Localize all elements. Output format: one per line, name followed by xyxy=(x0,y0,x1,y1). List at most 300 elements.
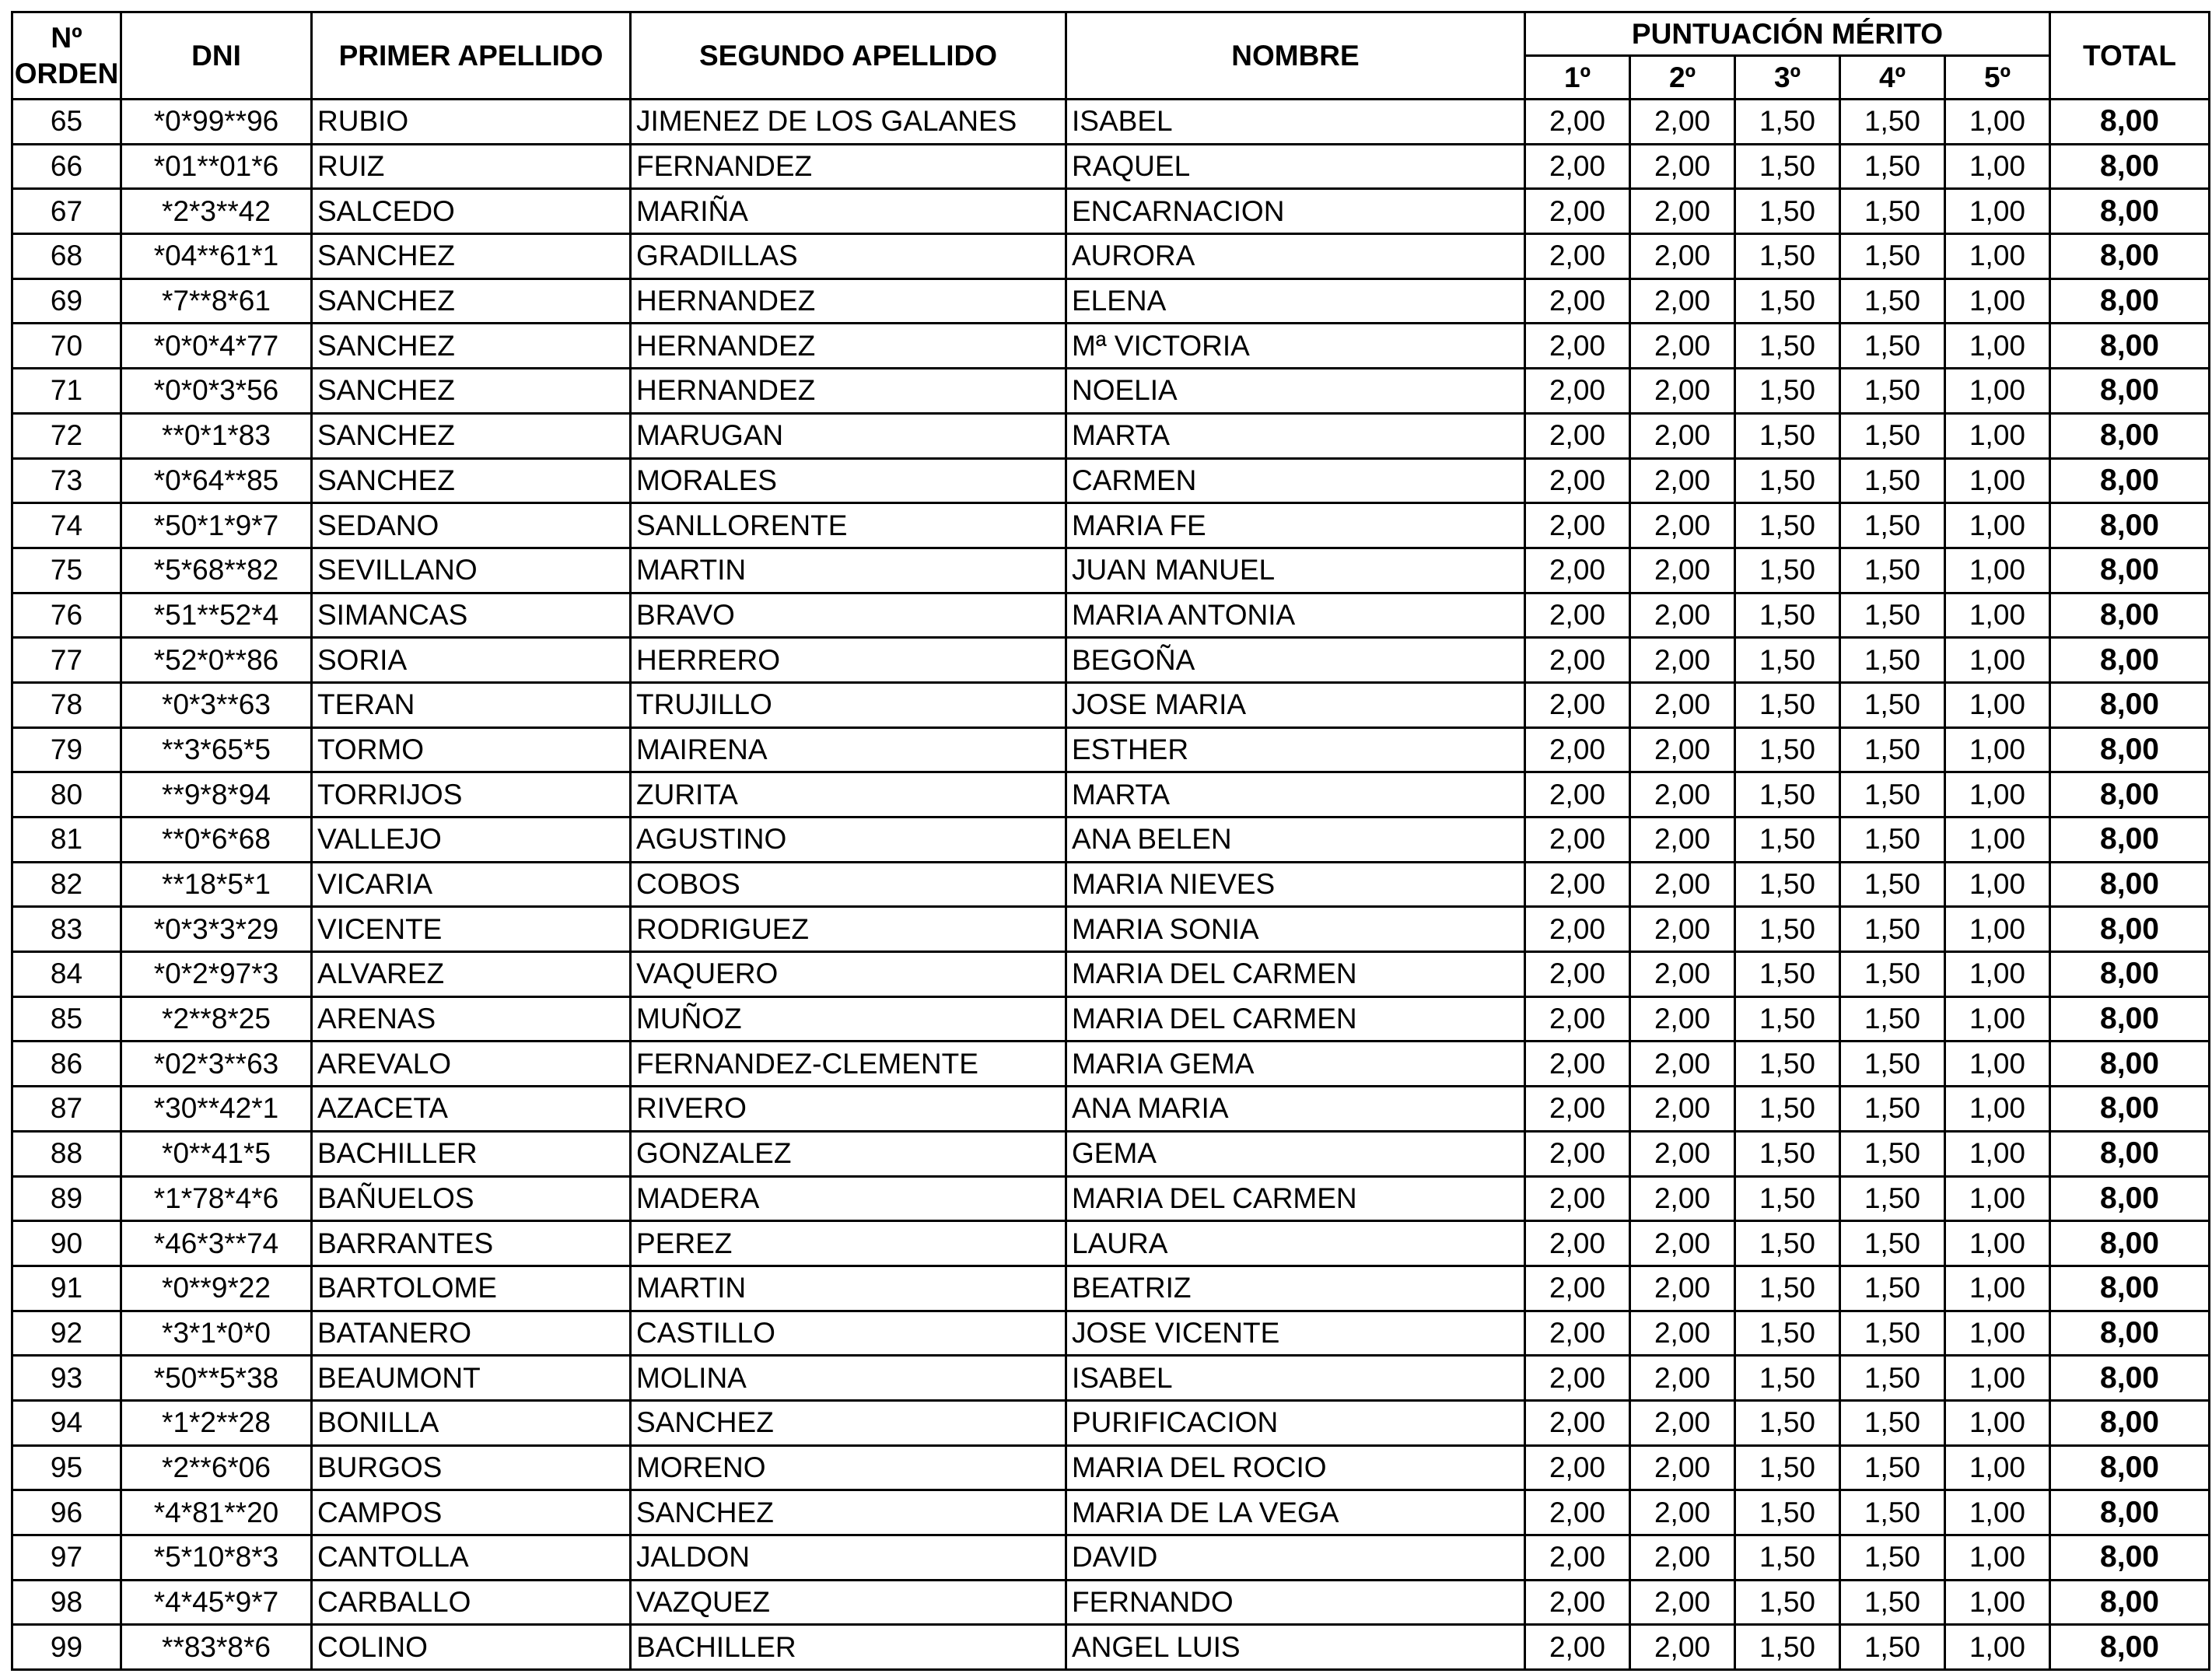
cell-merit-5: 1,00 xyxy=(1945,1490,2050,1535)
cell-dni: *01**01*6 xyxy=(121,144,312,189)
cell-orden: 83 xyxy=(12,907,121,952)
cell-merit-1: 2,00 xyxy=(1525,189,1630,234)
cell-merit-1: 2,00 xyxy=(1525,1445,1630,1490)
cell-primer-apellido: BARRANTES xyxy=(312,1221,631,1266)
table-row xyxy=(12,278,2210,324)
table-row xyxy=(12,1445,2210,1490)
cell-merit-2: 2,00 xyxy=(1630,817,1735,863)
cell-segundo-apellido: MARIÑA xyxy=(631,189,1066,234)
cell-merit-4: 1,50 xyxy=(1840,996,1945,1042)
cell-merit-2: 2,00 xyxy=(1630,1625,1735,1670)
cell-segundo-apellido: CASTILLO xyxy=(631,1311,1066,1356)
cell-segundo-apellido: VAQUERO xyxy=(631,952,1066,997)
header-merit-5: 5º xyxy=(1945,56,2050,100)
cell-total: 8,00 xyxy=(2050,1221,2210,1266)
cell-total: 8,00 xyxy=(2050,817,2210,863)
cell-dni: **9*8*94 xyxy=(121,772,312,817)
cell-dni: *0**41*5 xyxy=(121,1131,312,1176)
cell-merit-4: 1,50 xyxy=(1840,817,1945,863)
cell-merit-5: 1,00 xyxy=(1945,1311,2050,1356)
cell-merit-2: 2,00 xyxy=(1630,1221,1735,1266)
cell-nombre: MARIA FE xyxy=(1066,503,1525,548)
cell-nombre: ANA MARIA xyxy=(1066,1087,1525,1132)
cell-merit-3: 1,50 xyxy=(1735,144,1840,189)
cell-merit-4: 1,50 xyxy=(1840,1356,1945,1401)
cell-merit-3: 1,50 xyxy=(1735,638,1840,683)
cell-merit-1: 2,00 xyxy=(1525,638,1630,683)
cell-merit-3: 1,50 xyxy=(1735,1400,1840,1445)
cell-merit-3: 1,50 xyxy=(1735,862,1840,907)
cell-merit-4: 1,50 xyxy=(1840,1176,1945,1221)
cell-segundo-apellido: MOLINA xyxy=(631,1356,1066,1401)
cell-segundo-apellido: MARUGAN xyxy=(631,413,1066,458)
cell-orden: 92 xyxy=(12,1311,121,1356)
cell-orden: 98 xyxy=(12,1580,121,1625)
cell-merit-4: 1,50 xyxy=(1840,1266,1945,1311)
cell-merit-5: 1,00 xyxy=(1945,952,2050,997)
cell-merit-2: 2,00 xyxy=(1630,1042,1735,1087)
cell-segundo-apellido: SANCHEZ xyxy=(631,1490,1066,1535)
cell-merit-3: 1,50 xyxy=(1735,369,1840,414)
header-orden xyxy=(12,12,121,100)
cell-merit-1: 2,00 xyxy=(1525,369,1630,414)
cell-primer-apellido: AREVALO xyxy=(312,1042,631,1087)
cell-primer-apellido: ALVAREZ xyxy=(312,952,631,997)
cell-merit-1: 2,00 xyxy=(1525,503,1630,548)
cell-merit-5: 1,00 xyxy=(1945,548,2050,593)
cell-merit-3: 1,50 xyxy=(1735,593,1840,638)
cell-nombre: BEGOÑA xyxy=(1066,638,1525,683)
cell-primer-apellido: VICENTE xyxy=(312,907,631,952)
cell-dni: *5*10*8*3 xyxy=(121,1535,312,1581)
cell-merit-4: 1,50 xyxy=(1840,907,1945,952)
cell-dni: **0*1*83 xyxy=(121,413,312,458)
cell-dni: *0*99**96 xyxy=(121,100,312,145)
cell-nombre: GEMA xyxy=(1066,1131,1525,1176)
cell-segundo-apellido: MARTIN xyxy=(631,1266,1066,1311)
cell-merit-4: 1,50 xyxy=(1840,682,1945,727)
cell-merit-4: 1,50 xyxy=(1840,503,1945,548)
cell-orden: 84 xyxy=(12,952,121,997)
header-merit-1: 1º xyxy=(1525,56,1630,100)
cell-merit-3: 1,50 xyxy=(1735,1625,1840,1670)
cell-dni: *4*81**20 xyxy=(121,1490,312,1535)
cell-merit-2: 2,00 xyxy=(1630,100,1735,145)
cell-segundo-apellido: COBOS xyxy=(631,862,1066,907)
cell-total: 8,00 xyxy=(2050,1266,2210,1311)
cell-primer-apellido: BACHILLER xyxy=(312,1131,631,1176)
header-total: TOTAL xyxy=(2050,12,2210,100)
cell-orden: 69 xyxy=(12,278,121,324)
cell-merit-2: 2,00 xyxy=(1630,1490,1735,1535)
cell-merit-5: 1,00 xyxy=(1945,324,2050,369)
cell-merit-1: 2,00 xyxy=(1525,100,1630,145)
cell-primer-apellido: VICARIA xyxy=(312,862,631,907)
cell-segundo-apellido: RIVERO xyxy=(631,1087,1066,1132)
cell-orden: 97 xyxy=(12,1535,121,1581)
table-row xyxy=(12,1087,2210,1132)
cell-total: 8,00 xyxy=(2050,369,2210,414)
cell-primer-apellido: BARTOLOME xyxy=(312,1266,631,1311)
table-body xyxy=(12,100,2210,1670)
cell-primer-apellido: CAMPOS xyxy=(312,1490,631,1535)
table-row xyxy=(12,593,2210,638)
cell-merit-3: 1,50 xyxy=(1735,1311,1840,1356)
cell-segundo-apellido: HERNANDEZ xyxy=(631,324,1066,369)
cell-merit-1: 2,00 xyxy=(1525,952,1630,997)
cell-merit-2: 2,00 xyxy=(1630,458,1735,503)
cell-nombre: MARIA GEMA xyxy=(1066,1042,1525,1087)
header-primer-apellido: PRIMER APELLIDO xyxy=(312,12,631,100)
cell-total: 8,00 xyxy=(2050,638,2210,683)
cell-merit-3: 1,50 xyxy=(1735,1042,1840,1087)
cell-nombre: DAVID xyxy=(1066,1535,1525,1581)
header-puntuacion-merito: PUNTUACIÓN MÉRITO xyxy=(1525,12,2050,56)
cell-merit-2: 2,00 xyxy=(1630,1311,1735,1356)
cell-dni: *51**52*4 xyxy=(121,593,312,638)
cell-segundo-apellido: GONZALEZ xyxy=(631,1131,1066,1176)
cell-merit-5: 1,00 xyxy=(1945,1176,2050,1221)
cell-merit-2: 2,00 xyxy=(1630,278,1735,324)
cell-nombre: AURORA xyxy=(1066,234,1525,279)
cell-nombre: MARIA DEL ROCIO xyxy=(1066,1445,1525,1490)
cell-orden: 89 xyxy=(12,1176,121,1221)
cell-merit-1: 2,00 xyxy=(1525,1535,1630,1581)
cell-primer-apellido: TERAN xyxy=(312,682,631,727)
cell-merit-2: 2,00 xyxy=(1630,996,1735,1042)
cell-merit-1: 2,00 xyxy=(1525,144,1630,189)
cell-merit-3: 1,50 xyxy=(1735,907,1840,952)
cell-segundo-apellido: SANCHEZ xyxy=(631,1400,1066,1445)
cell-dni: *52*0**86 xyxy=(121,638,312,683)
cell-orden: 91 xyxy=(12,1266,121,1311)
cell-total: 8,00 xyxy=(2050,907,2210,952)
cell-nombre: CARMEN xyxy=(1066,458,1525,503)
cell-total: 8,00 xyxy=(2050,189,2210,234)
table-row xyxy=(12,413,2210,458)
cell-orden: 82 xyxy=(12,862,121,907)
table-row xyxy=(12,862,2210,907)
header-segundo-apellido: SEGUNDO APELLIDO xyxy=(631,12,1066,100)
header-row-top xyxy=(12,12,2210,56)
cell-merit-4: 1,50 xyxy=(1840,369,1945,414)
cell-primer-apellido: ARENAS xyxy=(312,996,631,1042)
cell-merit-1: 2,00 xyxy=(1525,907,1630,952)
table-row xyxy=(12,907,2210,952)
cell-nombre: MARIA DEL CARMEN xyxy=(1066,996,1525,1042)
cell-merit-4: 1,50 xyxy=(1840,458,1945,503)
cell-primer-apellido: RUIZ xyxy=(312,144,631,189)
cell-merit-2: 2,00 xyxy=(1630,862,1735,907)
cell-merit-4: 1,50 xyxy=(1840,189,1945,234)
cell-merit-5: 1,00 xyxy=(1945,234,2050,279)
cell-dni: *0*64**85 xyxy=(121,458,312,503)
cell-segundo-apellido: FERNANDEZ xyxy=(631,144,1066,189)
cell-primer-apellido: BONILLA xyxy=(312,1400,631,1445)
cell-segundo-apellido: HERRERO xyxy=(631,638,1066,683)
cell-nombre: ENCARNACION xyxy=(1066,189,1525,234)
cell-merit-4: 1,50 xyxy=(1840,1087,1945,1132)
cell-primer-apellido: SANCHEZ xyxy=(312,369,631,414)
cell-merit-5: 1,00 xyxy=(1945,144,2050,189)
cell-merit-1: 2,00 xyxy=(1525,324,1630,369)
cell-merit-3: 1,50 xyxy=(1735,1356,1840,1401)
cell-merit-5: 1,00 xyxy=(1945,1400,2050,1445)
cell-primer-apellido: SANCHEZ xyxy=(312,458,631,503)
cell-primer-apellido: TORMO xyxy=(312,727,631,772)
cell-dni: *2**8*25 xyxy=(121,996,312,1042)
cell-segundo-apellido: TRUJILLO xyxy=(631,682,1066,727)
cell-merit-1: 2,00 xyxy=(1525,1042,1630,1087)
table-row xyxy=(12,189,2210,234)
cell-dni: *0*0*3*56 xyxy=(121,369,312,414)
cell-merit-1: 2,00 xyxy=(1525,1131,1630,1176)
cell-merit-2: 2,00 xyxy=(1630,234,1735,279)
cell-total: 8,00 xyxy=(2050,1131,2210,1176)
cell-orden: 81 xyxy=(12,817,121,863)
cell-total: 8,00 xyxy=(2050,324,2210,369)
cell-merit-3: 1,50 xyxy=(1735,548,1840,593)
cell-total: 8,00 xyxy=(2050,952,2210,997)
cell-total: 8,00 xyxy=(2050,1490,2210,1535)
table-row xyxy=(12,727,2210,772)
cell-merit-2: 2,00 xyxy=(1630,907,1735,952)
cell-segundo-apellido: MARTIN xyxy=(631,548,1066,593)
cell-primer-apellido: TORRIJOS xyxy=(312,772,631,817)
cell-orden: 95 xyxy=(12,1445,121,1490)
cell-merit-5: 1,00 xyxy=(1945,1580,2050,1625)
cell-merit-2: 2,00 xyxy=(1630,548,1735,593)
cell-merit-1: 2,00 xyxy=(1525,1625,1630,1670)
cell-merit-4: 1,50 xyxy=(1840,727,1945,772)
table-row xyxy=(12,234,2210,279)
cell-primer-apellido: SIMANCAS xyxy=(312,593,631,638)
cell-primer-apellido: BEAUMONT xyxy=(312,1356,631,1401)
cell-merit-1: 2,00 xyxy=(1525,548,1630,593)
cell-merit-3: 1,50 xyxy=(1735,727,1840,772)
cell-primer-apellido: RUBIO xyxy=(312,100,631,145)
cell-nombre: MARIA SONIA xyxy=(1066,907,1525,952)
cell-nombre: ELENA xyxy=(1066,278,1525,324)
cell-orden: 99 xyxy=(12,1625,121,1670)
table-row xyxy=(12,324,2210,369)
cell-orden: 65 xyxy=(12,100,121,145)
cell-merit-5: 1,00 xyxy=(1945,1625,2050,1670)
cell-merit-3: 1,50 xyxy=(1735,1490,1840,1535)
cell-nombre: MARTA xyxy=(1066,413,1525,458)
cell-primer-apellido: SALCEDO xyxy=(312,189,631,234)
cell-total: 8,00 xyxy=(2050,1356,2210,1401)
cell-merit-3: 1,50 xyxy=(1735,1131,1840,1176)
cell-primer-apellido: COLINO xyxy=(312,1625,631,1670)
cell-merit-1: 2,00 xyxy=(1525,1400,1630,1445)
header-orden-line2: ORDEN xyxy=(14,57,119,89)
cell-dni: *02*3**63 xyxy=(121,1042,312,1087)
cell-primer-apellido: AZACETA xyxy=(312,1087,631,1132)
cell-orden: 80 xyxy=(12,772,121,817)
table-row xyxy=(12,1580,2210,1625)
cell-merit-3: 1,50 xyxy=(1735,278,1840,324)
cell-total: 8,00 xyxy=(2050,144,2210,189)
cell-total: 8,00 xyxy=(2050,413,2210,458)
cell-merit-3: 1,50 xyxy=(1735,1535,1840,1581)
cell-dni: *3*1*0*0 xyxy=(121,1311,312,1356)
cell-merit-3: 1,50 xyxy=(1735,234,1840,279)
cell-merit-3: 1,50 xyxy=(1735,996,1840,1042)
cell-total: 8,00 xyxy=(2050,593,2210,638)
cell-orden: 71 xyxy=(12,369,121,414)
cell-dni: **0*6*68 xyxy=(121,817,312,863)
cell-nombre: MARIA DE LA VEGA xyxy=(1066,1490,1525,1535)
cell-primer-apellido: CANTOLLA xyxy=(312,1535,631,1581)
merit-score-table xyxy=(11,11,2210,1671)
cell-nombre: BEATRIZ xyxy=(1066,1266,1525,1311)
cell-merit-4: 1,50 xyxy=(1840,1400,1945,1445)
cell-merit-1: 2,00 xyxy=(1525,593,1630,638)
cell-merit-3: 1,50 xyxy=(1735,413,1840,458)
cell-merit-2: 2,00 xyxy=(1630,1400,1735,1445)
cell-dni: *0*0*4*77 xyxy=(121,324,312,369)
cell-dni: *5*68**82 xyxy=(121,548,312,593)
cell-segundo-apellido: VAZQUEZ xyxy=(631,1580,1066,1625)
cell-dni: *0*2*97*3 xyxy=(121,952,312,997)
cell-merit-4: 1,50 xyxy=(1840,1445,1945,1490)
cell-merit-5: 1,00 xyxy=(1945,413,2050,458)
cell-merit-3: 1,50 xyxy=(1735,100,1840,145)
table-row xyxy=(12,996,2210,1042)
cell-dni: *46*3**74 xyxy=(121,1221,312,1266)
cell-merit-2: 2,00 xyxy=(1630,369,1735,414)
cell-merit-5: 1,00 xyxy=(1945,907,2050,952)
cell-primer-apellido: CARBALLO xyxy=(312,1580,631,1625)
cell-merit-5: 1,00 xyxy=(1945,727,2050,772)
cell-dni: *0*3**63 xyxy=(121,682,312,727)
cell-total: 8,00 xyxy=(2050,1176,2210,1221)
cell-total: 8,00 xyxy=(2050,503,2210,548)
cell-orden: 75 xyxy=(12,548,121,593)
cell-segundo-apellido: RODRIGUEZ xyxy=(631,907,1066,952)
cell-merit-1: 2,00 xyxy=(1525,1490,1630,1535)
cell-total: 8,00 xyxy=(2050,772,2210,817)
cell-merit-3: 1,50 xyxy=(1735,682,1840,727)
cell-segundo-apellido: HERNANDEZ xyxy=(631,369,1066,414)
cell-nombre: MARIA ANTONIA xyxy=(1066,593,1525,638)
cell-dni: **3*65*5 xyxy=(121,727,312,772)
cell-merit-2: 2,00 xyxy=(1630,144,1735,189)
cell-dni: *30**42*1 xyxy=(121,1087,312,1132)
cell-merit-5: 1,00 xyxy=(1945,503,2050,548)
cell-total: 8,00 xyxy=(2050,1625,2210,1670)
cell-segundo-apellido: AGUSTINO xyxy=(631,817,1066,863)
cell-nombre: ANA BELEN xyxy=(1066,817,1525,863)
cell-orden: 74 xyxy=(12,503,121,548)
cell-merit-3: 1,50 xyxy=(1735,1176,1840,1221)
table-row xyxy=(12,458,2210,503)
cell-merit-2: 2,00 xyxy=(1630,1131,1735,1176)
cell-merit-5: 1,00 xyxy=(1945,458,2050,503)
header-merit-4: 4º xyxy=(1840,56,1945,100)
cell-merit-2: 2,00 xyxy=(1630,1266,1735,1311)
cell-merit-4: 1,50 xyxy=(1840,144,1945,189)
cell-merit-5: 1,00 xyxy=(1945,638,2050,683)
cell-total: 8,00 xyxy=(2050,1042,2210,1087)
cell-merit-1: 2,00 xyxy=(1525,458,1630,503)
cell-total: 8,00 xyxy=(2050,234,2210,279)
cell-segundo-apellido: JIMENEZ DE LOS GALANES xyxy=(631,100,1066,145)
cell-merit-4: 1,50 xyxy=(1840,548,1945,593)
table-row xyxy=(12,817,2210,863)
cell-nombre: ISABEL xyxy=(1066,100,1525,145)
cell-merit-3: 1,50 xyxy=(1735,1445,1840,1490)
cell-nombre: LAURA xyxy=(1066,1221,1525,1266)
cell-merit-2: 2,00 xyxy=(1630,1087,1735,1132)
cell-merit-2: 2,00 xyxy=(1630,1176,1735,1221)
header-merit-3: 3º xyxy=(1735,56,1840,100)
cell-merit-1: 2,00 xyxy=(1525,1356,1630,1401)
cell-orden: 70 xyxy=(12,324,121,369)
cell-merit-3: 1,50 xyxy=(1735,1266,1840,1311)
cell-segundo-apellido: GRADILLAS xyxy=(631,234,1066,279)
cell-merit-4: 1,50 xyxy=(1840,1535,1945,1581)
cell-merit-3: 1,50 xyxy=(1735,324,1840,369)
cell-orden: 68 xyxy=(12,234,121,279)
cell-merit-2: 2,00 xyxy=(1630,593,1735,638)
cell-orden: 87 xyxy=(12,1087,121,1132)
cell-merit-2: 2,00 xyxy=(1630,727,1735,772)
cell-merit-2: 2,00 xyxy=(1630,413,1735,458)
header-merit-2: 2º xyxy=(1630,56,1735,100)
cell-segundo-apellido: MORALES xyxy=(631,458,1066,503)
cell-dni: *0*3*3*29 xyxy=(121,907,312,952)
cell-orden: 85 xyxy=(12,996,121,1042)
cell-merit-5: 1,00 xyxy=(1945,1221,2050,1266)
cell-dni: *0**9*22 xyxy=(121,1266,312,1311)
cell-merit-4: 1,50 xyxy=(1840,1131,1945,1176)
cell-dni: *7**8*61 xyxy=(121,278,312,324)
cell-merit-5: 1,00 xyxy=(1945,817,2050,863)
cell-primer-apellido: SANCHEZ xyxy=(312,413,631,458)
cell-nombre: ISABEL xyxy=(1066,1356,1525,1401)
cell-primer-apellido: SEVILLANO xyxy=(312,548,631,593)
table-row xyxy=(12,1042,2210,1087)
cell-merit-4: 1,50 xyxy=(1840,1311,1945,1356)
cell-merit-5: 1,00 xyxy=(1945,862,2050,907)
cell-merit-5: 1,00 xyxy=(1945,369,2050,414)
cell-orden: 90 xyxy=(12,1221,121,1266)
cell-merit-4: 1,50 xyxy=(1840,772,1945,817)
cell-orden: 72 xyxy=(12,413,121,458)
cell-merit-4: 1,50 xyxy=(1840,413,1945,458)
cell-primer-apellido: SANCHEZ xyxy=(312,278,631,324)
cell-merit-1: 2,00 xyxy=(1525,682,1630,727)
cell-merit-5: 1,00 xyxy=(1945,593,2050,638)
cell-nombre: MARTA xyxy=(1066,772,1525,817)
header-orden-line1: Nº xyxy=(51,21,82,54)
table-row xyxy=(12,144,2210,189)
table-row xyxy=(12,1221,2210,1266)
cell-nombre: NOELIA xyxy=(1066,369,1525,414)
cell-nombre: RAQUEL xyxy=(1066,144,1525,189)
cell-merit-2: 2,00 xyxy=(1630,1445,1735,1490)
cell-dni: *50**5*38 xyxy=(121,1356,312,1401)
cell-merit-2: 2,00 xyxy=(1630,638,1735,683)
cell-merit-4: 1,50 xyxy=(1840,324,1945,369)
cell-dni: **83*8*6 xyxy=(121,1625,312,1670)
cell-orden: 94 xyxy=(12,1400,121,1445)
table-row xyxy=(12,1400,2210,1445)
cell-merit-3: 1,50 xyxy=(1735,458,1840,503)
table-row xyxy=(12,1625,2210,1670)
